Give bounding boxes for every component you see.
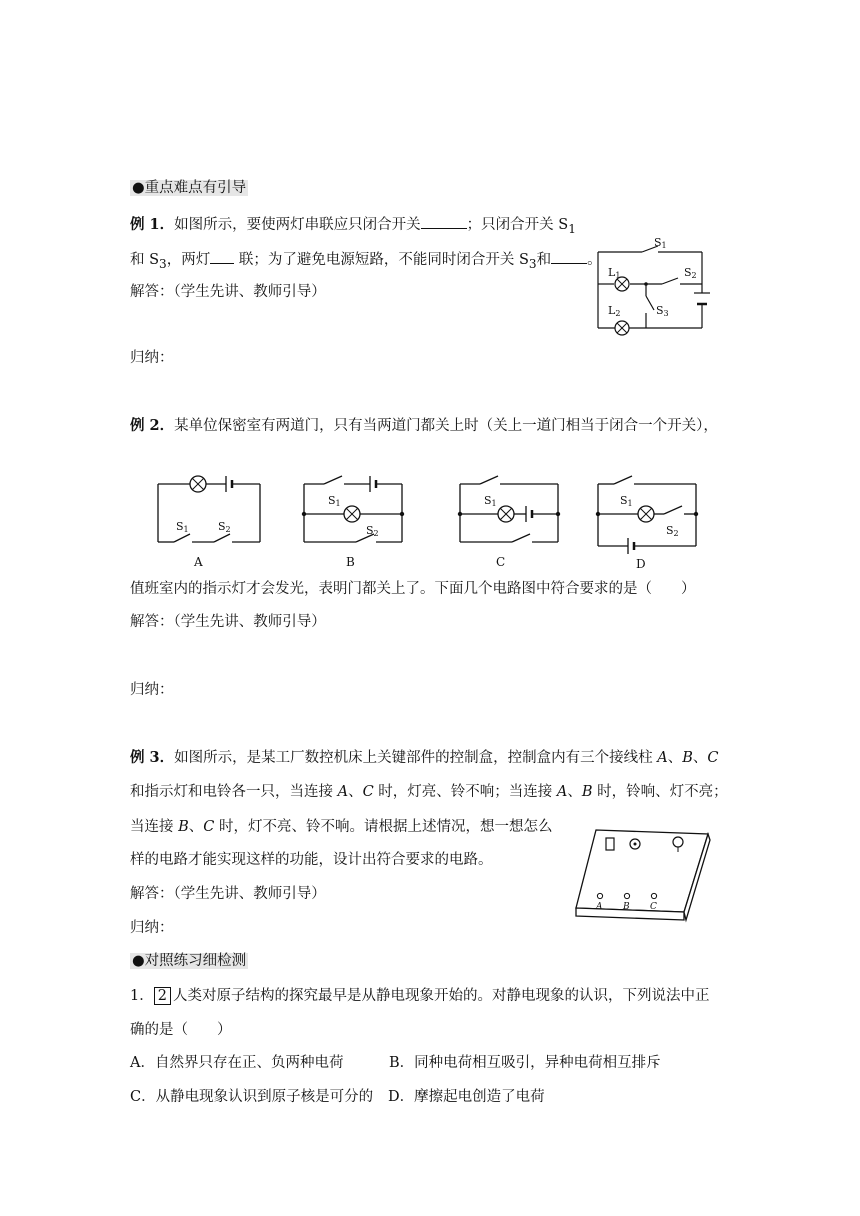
example2-line2: 值班室内的指示灯才会发光，表明门都关上了。下面几个电路图中符合要求的是（ ） — [130, 581, 696, 597]
example3-line2 — [130, 782, 728, 802]
terminal-c: C — [362, 784, 374, 800]
example-label: 例 2． — [130, 417, 175, 434]
option-label-c: C — [496, 555, 506, 569]
text: ；只闭合开关 S — [466, 217, 569, 233]
example2-option-b-circuit — [300, 470, 410, 570]
text: 时，灯不亮、铃不响。请根据上述情况，想一想怎么 — [214, 819, 553, 835]
control-box-figure — [574, 826, 724, 926]
option-c: C．从静电现象认识到原子核是可分的 — [130, 1089, 374, 1105]
answer-line: 解答：（学生先讲、教师引导） — [130, 284, 326, 300]
bullet: ● — [132, 180, 145, 196]
option-label-a: A — [194, 555, 203, 569]
answer-blank — [421, 214, 467, 229]
answer-line: 解答：（学生先讲、教师引导） — [130, 614, 326, 630]
svg-text:S2: S2 — [366, 524, 379, 538]
option-a: A．自然界只存在正、负两种电荷 — [130, 1055, 344, 1071]
terminal-a: A — [337, 784, 349, 800]
text: 、 — [567, 784, 582, 800]
bullet: ● — [132, 953, 145, 969]
terminal-b: B — [682, 750, 693, 766]
boxed-number: 2 — [154, 987, 171, 1005]
text: 联；为了避免电源短路，不能同时闭合开关 S — [238, 252, 529, 268]
question1-line1 — [130, 986, 709, 1006]
text: 、 — [348, 784, 363, 800]
subscript: 3 — [528, 256, 537, 271]
example3-line1 — [130, 748, 719, 768]
label-l2: L2 — [608, 304, 621, 318]
box-label-a: A — [596, 902, 603, 912]
label-l1: L1 — [608, 266, 621, 280]
svg-text:S1: S1 — [620, 494, 633, 508]
terminal-b: B — [178, 819, 189, 835]
svg-text:S2: S2 — [666, 524, 679, 538]
answer-blank — [551, 249, 587, 264]
example1-line2 — [130, 249, 602, 274]
summary-line: 归纳： — [130, 682, 174, 698]
text: 、 — [188, 819, 204, 835]
example2-option-c-circuit — [456, 470, 566, 570]
text: 和指示灯和电铃各一只，当连接 — [130, 784, 338, 800]
option-d: D．摩擦起电创造了电荷 — [388, 1089, 545, 1105]
text: 、 — [692, 750, 708, 766]
text: 和 — [536, 252, 552, 268]
section-title: 对照练习细检测 — [144, 953, 247, 969]
text: 当连接 — [130, 819, 179, 835]
answer-blank — [210, 249, 234, 264]
summary-line: 归纳： — [130, 920, 174, 936]
box-label-c: C — [650, 902, 657, 912]
subscript: 3 — [159, 256, 167, 271]
example-label: 例 1． — [130, 216, 175, 233]
label-s1: S1 — [654, 236, 667, 250]
text: 人类对原子结构的探究最早是从静电现象开始的。对静电现象的认识，下列说法中正 — [172, 988, 710, 1004]
label-s2: S2 — [684, 266, 697, 280]
example1-line1 — [130, 214, 576, 239]
terminal-c: C — [203, 819, 215, 835]
subscript: 1 — [568, 221, 576, 236]
example2-option-d-circuit — [594, 470, 704, 570]
example1-circuit-diagram — [596, 238, 716, 330]
example3-line3 — [130, 817, 552, 837]
svg-text:S1: S1 — [484, 494, 497, 508]
svg-text:S2: S2 — [218, 520, 231, 534]
text: ，两灯 — [166, 252, 211, 268]
text: 、 — [667, 750, 683, 766]
svg-text:S1: S1 — [176, 520, 189, 534]
option-label-d: D — [636, 557, 646, 571]
terminal-a: A — [657, 750, 668, 766]
label-s3: S3 — [656, 304, 669, 318]
terminal-c: C — [707, 750, 719, 766]
text: 如图所示，要使两灯串联应只闭合开关 — [174, 217, 421, 233]
example2-option-a-circuit — [154, 470, 264, 570]
summary-line: 归纳： — [130, 350, 174, 366]
text: 。 — [587, 252, 602, 268]
answer-line: 解答：（学生先讲、教师引导） — [130, 886, 326, 902]
section-heading-practice — [130, 951, 248, 971]
terminal-b: B — [581, 784, 593, 800]
text: 时，灯亮、铃不响；当连接 — [373, 784, 557, 800]
text: 某单位保密室有两道门，只有当两道门都关上时（关上一道门相当于闭合一个开关）， — [174, 418, 718, 434]
section-heading-key-points — [130, 178, 248, 198]
section-title: 重点难点有引导 — [144, 180, 247, 196]
text: 和 S — [130, 252, 160, 268]
box-label-b: B — [623, 902, 630, 912]
example2-line1 — [130, 416, 718, 436]
question1-line2: 确的是（ ） — [130, 1022, 232, 1038]
option-label-b: B — [346, 555, 355, 569]
svg-text:S1: S1 — [328, 494, 341, 508]
text: 时，铃响、灯不亮； — [592, 784, 728, 800]
example3-line4: 样的电路才能实现这样的功能，设计出符合要求的电路。 — [130, 852, 493, 868]
terminal-a: A — [556, 784, 568, 800]
example-label: 例 3． — [130, 749, 175, 766]
text: 如图所示，是某工厂数控机床上关键部件的控制盒，控制盒内有三个接线柱 — [174, 750, 658, 766]
question-number: 1． — [130, 988, 154, 1004]
option-b: B．同种电荷相互吸引，异种电荷相互排斥 — [389, 1055, 661, 1071]
